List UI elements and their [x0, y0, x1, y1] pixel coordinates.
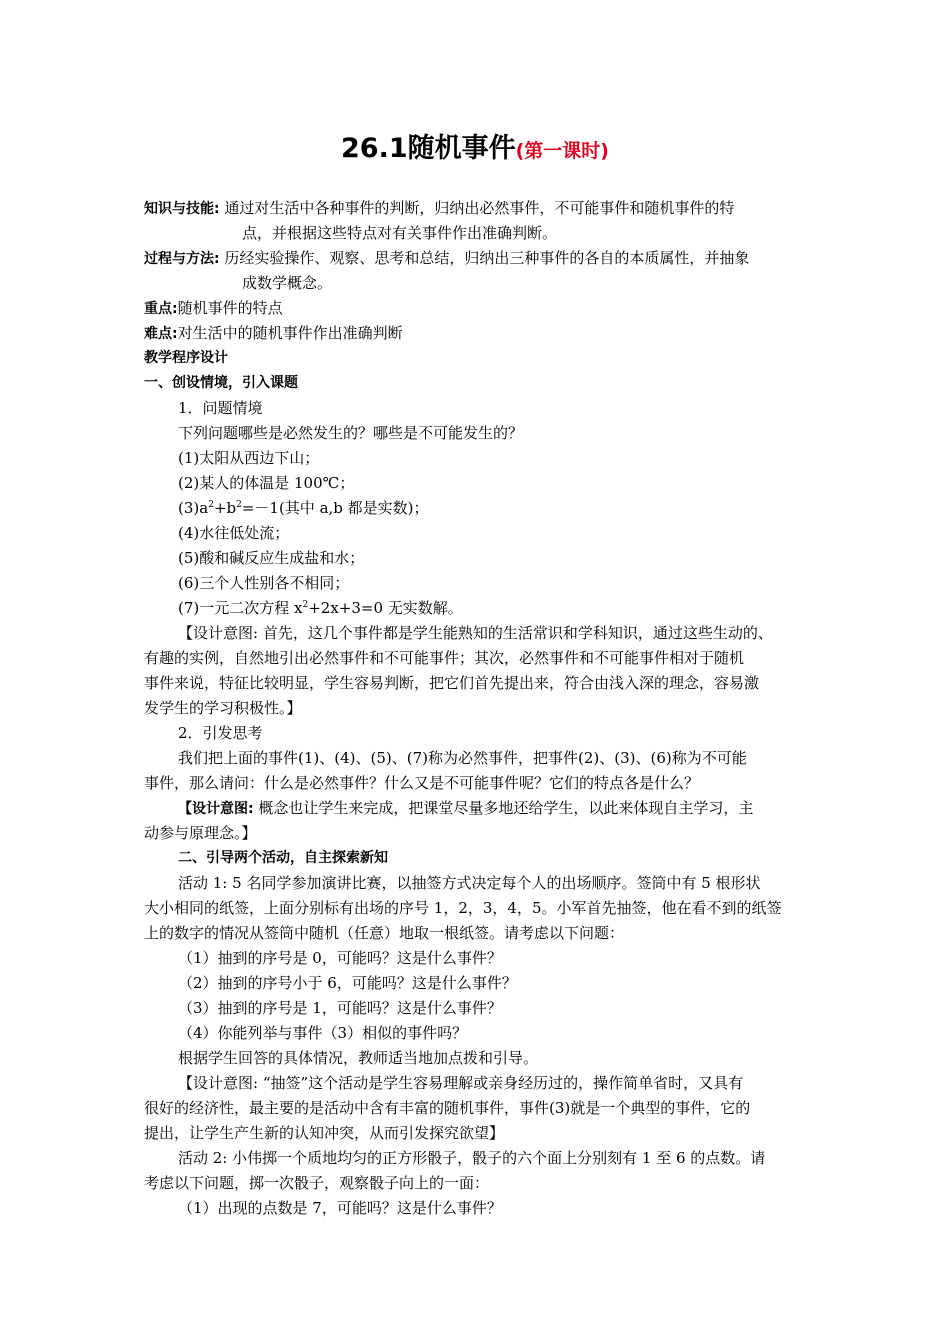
eq7-part-a: (7)一元二次方程 x [178, 599, 303, 617]
section1-sub1: 1．问题情境 [178, 399, 263, 417]
title-main: 26.1随机事件 [341, 133, 516, 164]
design-heading: 教学程序设计 [144, 350, 228, 366]
list-item: （1）抽到的序号是 0，可能吗？这是什么事件？ [178, 949, 502, 967]
think-line1: 我们把上面的事件(1)、(4)、(5)、(7)称为必然事件，把事件(2)、(3)、(6)称为不可能 [178, 749, 747, 767]
activity2-line2: 考虑以下问题，掷一次骰子，观察骰子向上的一面： [144, 1174, 490, 1192]
intent2-line1 [144, 796, 816, 821]
eq3-part-c: =－1(其中 a,b 都是实数)； [241, 499, 429, 517]
activity1-line1: 活动 1: 5 名同学参加演讲比赛，以抽签方式决定每个人的出场顺序。签筒中有 5 根形状 [178, 874, 761, 892]
intent2-line2: 动参与原理念。】 [144, 824, 257, 842]
eq7-sup: 2 [302, 600, 309, 610]
list-item-equation-3 [144, 496, 816, 521]
list-item: (5)酸和碱反应生成盐和水； [178, 549, 365, 567]
knowledge-text-2: 点，并根据这些特点对有关事件作出准确判断。 [242, 224, 558, 242]
process-text-2: 成数学概念。 [242, 274, 333, 292]
list-item: (1)太阳从西边下山； [178, 449, 320, 467]
intent2-text: 概念也让学生来完成，把课堂尽量多地还给学生，以此来体现自主学习，主 [253, 799, 754, 817]
intent1-line1: 【设计意图: 首先，这几个事件都是学生能熟知的生活常识和学科知识，通过这些生动的、 [178, 624, 773, 642]
list-item: (2)某人的体温是 100℃； [178, 474, 355, 492]
difficulty-point [144, 321, 816, 346]
eq3-part-b: +b [213, 499, 237, 517]
intent3-line3: 提出，让学生产生新的认知冲突，从而引发探究欲望】 [144, 1124, 505, 1142]
key-point [144, 296, 816, 321]
key-label: 重点: [144, 301, 178, 317]
intent3-line2: 很好的经济性，最主要的是活动中含有丰富的随机事件，事件(3)就是一个典型的事件，它的 [144, 1099, 751, 1117]
list-item-equation-7 [144, 596, 816, 621]
key-text: 随机事件的特点 [177, 299, 283, 317]
activity1-line2: 大小相同的纸签，上面分别标有出场的序号 1，2，3，4，5。小军首先抽签，他在看不到的纸签 [144, 899, 782, 917]
difficulty-label: 难点: [144, 326, 178, 342]
intent1-line2: 有趣的实例，自然地引出必然事件和不可能事件；其次，必然事件和不可能事件相对于随机 [144, 649, 745, 667]
activity2-line1: 活动 2: 小伟掷一个质地均匀的正方形骰子，骰子的六个面上分别刻有 1 至 6 的点数。请 [178, 1149, 766, 1167]
list-item: （3）抽到的序号是 1，可能吗？这是什么事件？ [178, 999, 502, 1017]
activity1-line3: 上的数字的情况从签筒中随机（任意）地取一根纸签。请考虑以下问题： [144, 924, 625, 942]
eq3-sup-1: 2 [208, 500, 214, 510]
title-subtitle: (第一课时) [515, 140, 609, 162]
knowledge-label: 知识与技能: [144, 201, 220, 217]
section1-heading: 一、创设情境，引入课题 [144, 375, 298, 391]
process-text-1: 历经实验操作、观察、思考和总结，归纳出三种事件的各自的本质属性，并抽象 [224, 249, 750, 267]
eq3-part-a: (3)a [178, 499, 209, 517]
intent2-label: 【设计意图: [178, 801, 254, 817]
page-title [0, 132, 950, 168]
eq7-part-b: +2x+3=0 无实数解。 [308, 599, 463, 617]
list-item: (4)水往低处流； [178, 524, 290, 542]
knowledge-objective [144, 196, 816, 221]
intent1-line4: 发学生的学习积极性。】 [144, 699, 302, 717]
intent3-line1: 【设计意图: “抽签”这个活动是学生容易理解或亲身经历过的，操作简单省时，又具有 [178, 1074, 744, 1092]
list-item: (6)三个人性别各不相同； [178, 574, 350, 592]
lesson-content [144, 196, 816, 1221]
intent1-line3: 事件来说，特征比较明显，学生容易判断，把它们首先提出来，符合由浅入深的理念，容易激 [144, 674, 760, 692]
section1-question: 下列问题哪些是必然发生的？哪些是不可能发生的？ [178, 424, 524, 442]
process-objective [144, 246, 816, 271]
difficulty-text: 对生活中的随机事件作出准确判断 [177, 324, 403, 342]
list-item: （1）出现的点数是 7，可能吗？这是什么事件？ [178, 1199, 502, 1217]
section2-heading: 二、引导两个活动，自主探索新知 [178, 850, 388, 866]
section1-sub2: 2．引发思考 [178, 724, 263, 742]
teacher-guidance: 根据学生回答的具体情况，教师适当地加点拨和引导。 [178, 1049, 539, 1067]
list-item: （4）你能列举与事件（3）相似的事件吗？ [178, 1024, 468, 1042]
knowledge-text-1: 通过对生活中各种事件的判断，归纳出必然事件，不可能事件和随机事件的特 [224, 199, 735, 217]
list-item: （2）抽到的序号小于 6，可能吗？这是什么事件？ [178, 974, 517, 992]
eq3-sup-2: 2 [236, 500, 242, 510]
think-line2: 事件，那么请问：什么是必然事件？什么又是不可能事件呢？它们的特点各是什么？ [144, 774, 700, 792]
process-label: 过程与方法: [144, 251, 220, 267]
